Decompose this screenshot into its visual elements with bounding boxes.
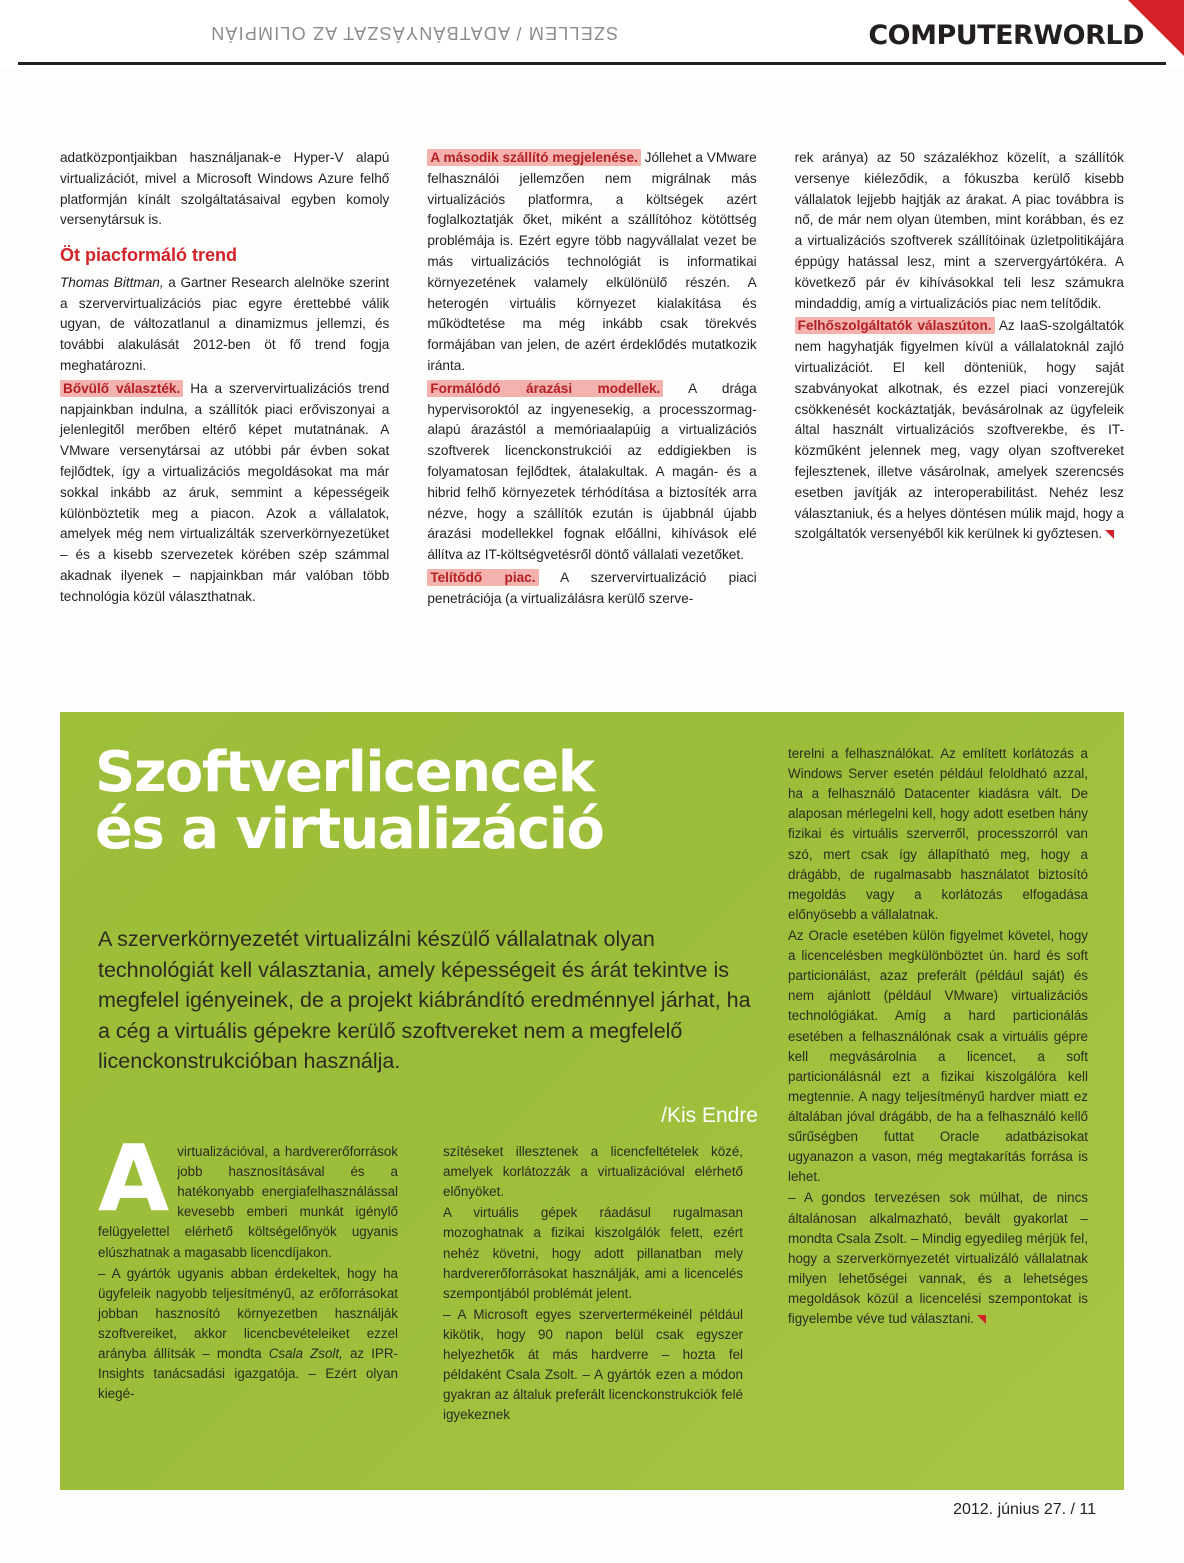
- top-column-2: [427, 148, 756, 708]
- highlight-bovulo-valasztek: Bővülő választék.: [60, 380, 183, 397]
- highlight-telitodo-piac: Telítődő piac.: [427, 569, 538, 586]
- feature-column-3: [788, 744, 1088, 1329]
- top-col3-para2-text: Az IaaS-szolgáltatók nem hagyhatják figyelmen kívül a vállalatoknál zajló virtualizációt. El kell dönteniük, hogy saját szabványokat alkotnak, és ezzel piaci vonzerejük csökkenését kockáztatják, bevásárolnak az ügyfeleik által használt virtualizációs szoftverekbe, és IT-közműként jelennek meg, vagy olyan szoftvereket fejlesztenek, illetve vásárolnak, amelyek szerencsés esetben javítják az interoperabilitást. Nehéz lesz választaniuk, és a helyes döntésen múlik majd, hogy a szolgáltatók versenyéből kik kerülnek ki győztesen.: [794, 318, 1124, 542]
- top-col1-para2-text: a Gartner Research alelnöke szerint a szervervirtualizációs piac egyre érettebbé válik ugyan, de változatlanul a dinamizmus jellemzi, és további alakulását 2012-ben öt fő trend fogja meghatározni.: [60, 274, 390, 373]
- feature-title-line2: és a virtualizáció: [95, 797, 604, 863]
- feature-col2-para1: szítéseket illesztenek a licencfeltételek közé, amelyek korlátozzák a virtualizációval elérhető előnyöket.: [443, 1144, 743, 1200]
- highlight-felhoszolgaltatok: Felhőszolgáltatók válaszúton.: [795, 317, 995, 334]
- feature-title: [95, 740, 755, 863]
- highlight-arazasi-modellek: Formálódó árazási modellek.: [427, 380, 663, 397]
- top-col2-para1-text: Jóllehet a VMware felhasználói jellemzően nem migrálnak más virtualizációs platformra, a költségek azért foglalkoztatják őket, miként a szállítóhoz kötöttség problémája is. Ezért egyre több nagyvállalat vezet be más virtualizációs technológiát is informatikai környezetének valamely elkülönülő részén. A heterogén virtuális környezet kialakítása és működtetése ma még inkább csak törekvés formájában van jelen, de azért érdeklődés mutatkozik iránta.: [427, 150, 757, 373]
- feature-col3-para3: [788, 1188, 1088, 1329]
- top-col2-para2-text: A drága hypervisoroktól az ingyenesekig, a processzormag-alapú árazástól a memóriaalapúig a virtualizációs szoftverek licenckonstrukciói az eddigiekben is folyamatosan fejlődtek, átalakultak. A magán- és a hibrid felhő környezetek térhódítása a biztosíték arra nézve, hogy a szállítók ezután is újabbnál újabb árazási modellekkel fognak előállni, kihívások elé állítva az IT-költségvetésről döntő vállalati vezetőket.: [427, 380, 757, 563]
- end-mark-icon: [1105, 530, 1114, 539]
- corner-flag-decoration: [1128, 0, 1184, 56]
- feature-col1-para2-b: az IPR-Insights tanácsadási igazgatója. – Ezért olyan kiegé-: [98, 1346, 398, 1402]
- feature-author: /Kis Endre: [661, 1104, 758, 1127]
- feature-col1-para2-a: – A gyártók ugyanis abban érdekeltek, hogy ha ügyfeleik nagyobb teljesítményű, az erőforrásokat jobban hasznosító környezetben használják szoftvereiket, akkor licencbevételeiket ezzel arányba állítsák – mondta: [98, 1265, 398, 1362]
- feature-col3-para3-text: – A gondos tervezésen sok múlhat, de nincs általánosan alkalmazható, bevált gyakorlat – mondta Csala Zsolt. – Mindig egyedileg mérjük fel, hogy a szerverkörnyezetét virtualizáló vállalatnak milyen lehetőségei vannak, és a lehetséges megoldások közül a licencelési szempontokat is figyelembe véve tud választani.: [788, 1190, 1088, 1327]
- masthead-divider: [18, 62, 1166, 65]
- feature-article-block: [60, 712, 1124, 1490]
- feature-col2-para3: – A Microsoft egyes szervertermékeinél például kikötik, hogy 90 napon belül csak egyszer helyezhetők át más hardverre – hozta fel példaként Csala Zsolt. – A gyártók ezen a módon gyakran az általuk preferált licenckonstrukciók felé igyekeznek: [443, 1306, 743, 1423]
- highlight-masodik-szallito: A második szállító megjelenése.: [427, 149, 641, 166]
- drop-cap: A: [98, 1125, 170, 1232]
- feature-col1-para1: [98, 1125, 398, 1263]
- top-col1-para2: [60, 273, 389, 377]
- feature-column-1: [98, 1125, 398, 1404]
- feature-title-line1: Szoftverlicencek: [95, 740, 594, 805]
- top-col3-para1: rek aránya) az 50 százalékhoz közelít, a szállítók versenye kiéleződik, a fókuszba kerülő kisebb vállalatok lejjebb hajtják az árakat. A piac továbbra is nő, de már nem olyan ütemben, mint korábban, és ez a virtualizációs szoftverek szállítóinak üzletpolitikájára éppúgy hatással lesz, mint a szervergyártókéra. A következő pár év kihívásokkal teli lesz számukra mindaddig, amíg a virtualizációs piac nem telítődik.: [794, 150, 1124, 311]
- page-footer: 2012. június 27. / 11: [953, 1501, 1096, 1518]
- feature-col1-para1-text: virtualizációval, a hardvererőforrások jobb hasznosításával és a hatékonyabb energiafelhasználással kevesebb emberi munkát igénylő felügyelettel elérhető költségelőnyök ugyanis elúszhatnak a magasabb licencdíjakon.: [98, 1144, 398, 1260]
- feature-col3-para2: Az Oracle esetében külön figyelmet követel, hogy a licencelésben megkülönböztet ún. hard és soft particionálást, azaz preferált (például saját) és nem ajánlott (például VMware) virtualizációs technológiákat. Amíg a hard particionálás esetében a felhasználónak csak a virtuális gépre kell megvásárolnia a licencet, a soft particionálásnál ezt a fizikai kiszolgálóra kell megtennie. A nagy teljesítményű hardver miatt ez általában jóval drágább, de ha a felhasználó kellő sűrűségben futtat Oracle adatbázisokat ugyanazon a vason, még megtakarítás forrása is lehet.: [788, 927, 1088, 1185]
- feature-column-2: [443, 1142, 743, 1426]
- feature-col2-para2: A virtuális gépek ráadásul rugalmasan mozoghatnak a fizikai kiszolgálók felett, ezért nehéz követni, hogy adott pillanatban mely hardvererőforrásokat használják, ami a licencelés szempontjából problémát jelent.: [443, 1205, 743, 1301]
- top-column-1: [60, 148, 389, 708]
- top-article-columns: [60, 148, 1124, 708]
- top-col1-para3: [60, 379, 389, 608]
- top-col2-para3: [427, 568, 756, 610]
- feature-deck: A szerverkörnyezetét virtualizálni készülő vállalatnak olyan technológiát kell választania, amely képességeit és árát tekintve is megfelel igényeinek, de a projekt kiábrándító eredménnyel járhat, ha a cég a virtuális gépekre kerülő szoftvereket nem a megfelelő licenckonstrukcióban használja.: [98, 927, 751, 1074]
- masthead: [0, 0, 1184, 68]
- top-col3-para2: [795, 316, 1124, 545]
- end-mark-icon: [977, 1315, 986, 1324]
- top-col2-para2: [427, 379, 756, 566]
- running-head: SZELLEM / ADATBÁNYÁSZAT AZ OLIMPIÁN: [210, 23, 619, 43]
- top-col1-para3-text: Ha a szervervirtualizációs trend napjainkban indulna, a szállítók piaci erőviszonyai a jelenlegitől merőben eltérő képet mutatnának. A VMware versenytársai az utóbbi pár évben sokat fejlődtek, így a virtualizációs megoldásokat ma már sokkal inkább az áruk, semmint a képességeik különböztetik meg a piacon. Azok a vállalatok, amelyek még nem virtualizálták szerverkörnyezetüket – és a kisebb szervezetek körében szép számmal akadnak ilyenek – napjainkban már valóban több technológia közül választhatnak.: [60, 380, 390, 604]
- quoted-name: Csala Zsolt,: [268, 1346, 343, 1362]
- top-col1-para1: adatközpontjaikban használjanak-e Hyper-V alapú virtualizációt, mivel a Microsoft Windows Azure felhő platformján kínált szolgáltatásaival egyben komoly versenytársuk is.: [60, 150, 390, 228]
- top-column-3: [795, 148, 1124, 708]
- lead-name: Thomas Bittman,: [60, 274, 164, 290]
- top-col2-para1: [427, 148, 756, 377]
- top-col2-para3-text: A szervervirtualizáció piaci penetrációja (a virtualizálásra kerülő szerve-: [427, 569, 757, 606]
- section-heading: Öt piacformáló trend: [60, 245, 238, 266]
- feature-col1-para2: [98, 1264, 398, 1405]
- feature-col3-para1: terelni a felhasználókat. Az említett korlátozás a Windows Server esetén például feloldható azzal, ha a felhasználó Datacenter kiadásra vált. De alaposan mérlegelni kell, hogy adott esetben hány fizikai és virtuális szerverről, processzorról van szó, mert csak így állapítható meg, hogy a drágább, de rugalmasabb használatot biztosító megoldás vagy a korlátozás elfogadása előnyösebb a vállalatnak.: [788, 746, 1088, 922]
- brand-title: COMPUTERWORLD: [868, 20, 1144, 51]
